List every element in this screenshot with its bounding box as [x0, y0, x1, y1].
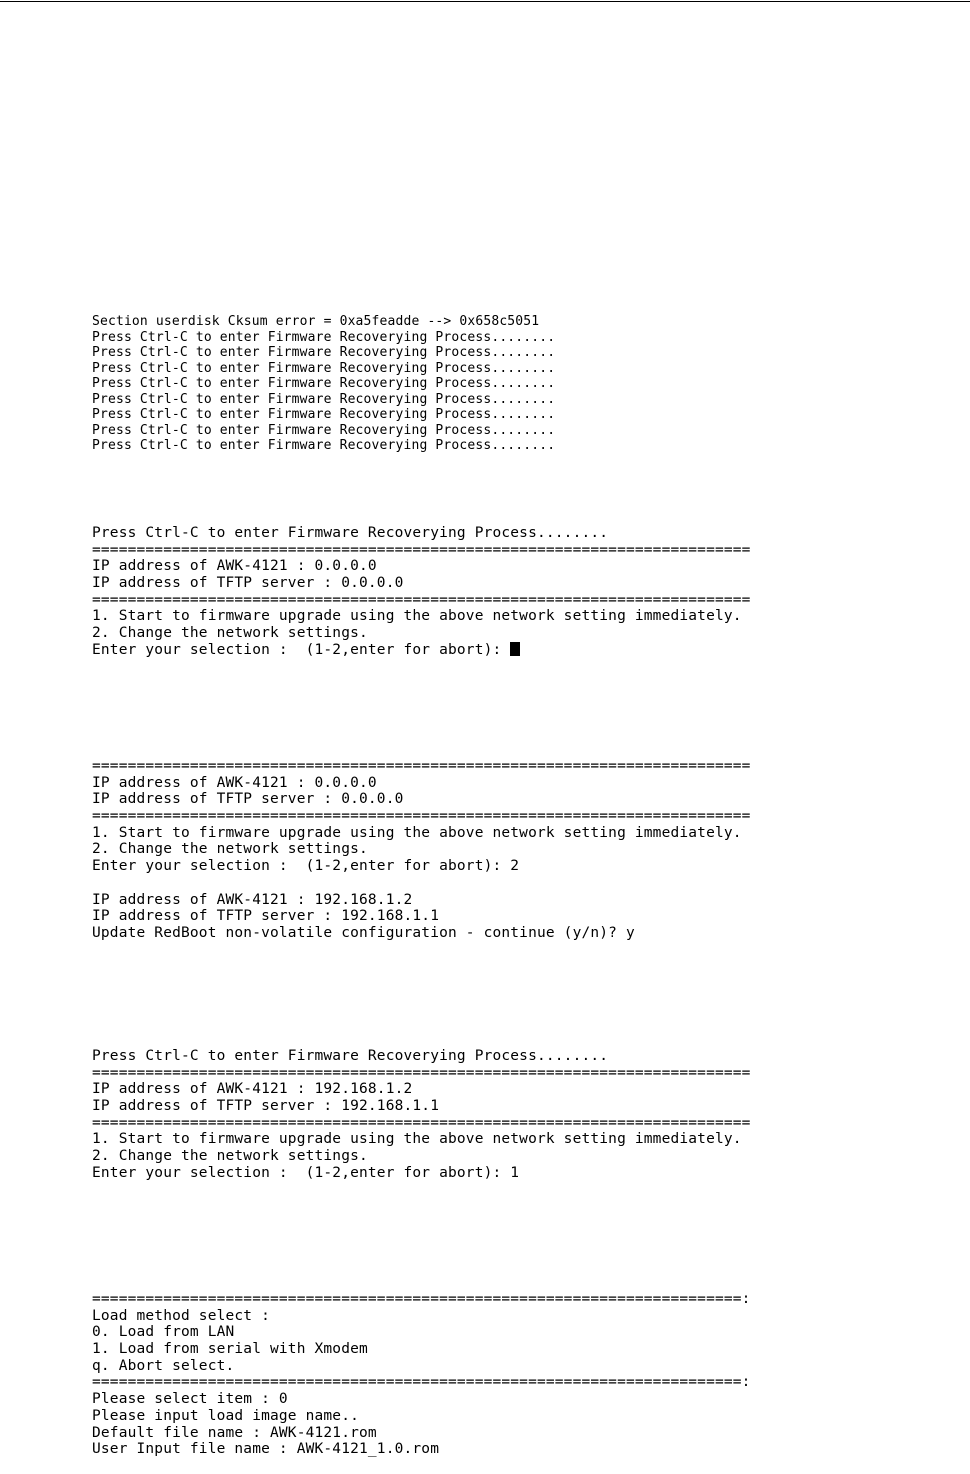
selection-prompt-text: Enter your selection : (1-2,enter for abort): [92, 641, 511, 658]
recovery-prompt-line: Press Ctrl-C to enter Firmware Recoverying Process........ [92, 438, 556, 453]
terminal-block-start-upgrade [92, 1048, 751, 1182]
tftp-ip-line: IP address of TFTP server : 0.0.0.0 [92, 575, 404, 592]
page-top-rule [0, 1, 970, 2]
menu-option-2: 2. Change the network settings. [92, 1148, 368, 1165]
load-method-heading: Load method select : [92, 1307, 270, 1324]
checksum-error-line: Section userdisk Cksum error = 0xa5feadde --> 0x658c5051 [92, 314, 540, 329]
recovery-prompt-line: Press Ctrl-C to enter Firmware Recoverying Process........ [92, 525, 609, 541]
recovery-prompt-line: Press Ctrl-C to enter Firmware Recoverying Process........ [92, 376, 556, 391]
recovery-prompt-line: Press Ctrl-C to enter Firmware Recoverying Process........ [92, 360, 556, 376]
separator-line: ========================================================================== [92, 1114, 751, 1131]
recovery-prompt-line: Press Ctrl-C to enter Firmware Recoverying Process........ [92, 391, 556, 407]
device-ip-line: IP address of AWK-4121 : 0.0.0.0 [92, 774, 377, 791]
separator-line: ========================================================================== [92, 541, 751, 558]
load-option-xmodem: 1. Load from serial with Xmodem [92, 1341, 368, 1358]
menu-option-1: 1. Start to firmware upgrade using the above network setting immediately. [92, 1131, 742, 1148]
device-ip-line: IP address of AWK-4121 : 192.168.1.2 [92, 1081, 413, 1098]
selection-prompt-line: Enter your selection : (1-2,enter for abort): 1 [92, 1164, 520, 1181]
recovery-prompt-line: Press Ctrl-C to enter Firmware Recoverying Process........ [92, 407, 556, 422]
input-image-name-line: Please input load image name.. [92, 1407, 359, 1424]
separator-line: ========================================================================== [92, 1064, 751, 1081]
menu-option-2: 2. Change the network settings. [92, 625, 368, 642]
load-option-lan: 0. Load from LAN [92, 1324, 235, 1341]
menu-option-1: 1. Start to firmware upgrade using the above network setting immediately. [92, 608, 742, 625]
terminal-block-checksum-error [92, 314, 555, 454]
menu-option-2: 2. Change the network settings. [92, 841, 368, 858]
selection-prompt-line: Enter your selection : (1-2,enter for abort): 2 [92, 858, 520, 875]
separator-line: ========================================================================== [92, 591, 751, 608]
device-ip-line: IP address of AWK-4121 : 192.168.1.2 [92, 891, 413, 908]
tftp-ip-line: IP address of TFTP server : 192.168.1.1 [92, 908, 440, 925]
terminal-block-change-settings [92, 758, 751, 942]
device-ip-line: IP address of AWK-4121 : 0.0.0.0 [92, 558, 377, 575]
text-cursor [510, 642, 520, 656]
tftp-ip-line: IP address of TFTP server : 0.0.0.0 [92, 791, 404, 808]
blank-line [92, 875, 751, 892]
recovery-prompt-line: Press Ctrl-C to enter Firmware Recoverying Process........ [92, 1048, 609, 1064]
load-option-abort: q. Abort select. [92, 1357, 235, 1374]
selection-prompt-line[interactable] [92, 642, 751, 659]
terminal-block-selection-menu [92, 525, 751, 659]
separator-line: =========================================================================: [92, 1291, 751, 1307]
recovery-prompt-line: Press Ctrl-C to enter Firmware Recoverying Process........ [92, 329, 556, 345]
tftp-ip-line: IP address of TFTP server : 192.168.1.1 [92, 1098, 440, 1115]
default-file-name-line: Default file name : AWK-4121.rom [92, 1424, 377, 1441]
menu-option-1: 1. Start to firmware upgrade using the above network setting immediately. [92, 824, 742, 841]
user-file-name-line: User Input file name : AWK-4121_1.0.rom [92, 1441, 440, 1458]
recovery-prompt-line: Press Ctrl-C to enter Firmware Recoverying Process........ [92, 422, 556, 438]
recovery-prompt-line: Press Ctrl-C to enter Firmware Recoverying Process........ [92, 345, 556, 360]
update-config-prompt-line: Update RedBoot non-volatile configuration - continue (y/n)? y [92, 924, 635, 941]
terminal-block-load-method [92, 1291, 751, 1458]
separator-line: ========================================================================== [92, 808, 751, 825]
separator-line: ========================================================================== [92, 758, 751, 774]
separator-line: =========================================================================: [92, 1374, 751, 1391]
select-item-line: Please select item : 0 [92, 1391, 288, 1408]
